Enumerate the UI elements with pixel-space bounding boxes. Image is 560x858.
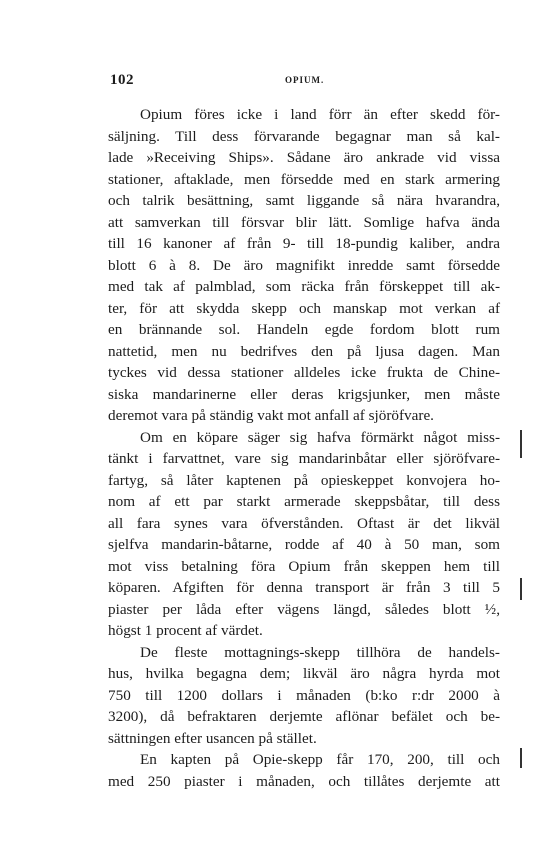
text-body xyxy=(108,104,500,792)
text-line: tyckes vid dessa stationer alldeles icke frukta de Chine- xyxy=(108,364,500,381)
text-line: deremot vara på ständig vakt mot anfall af sjöröfvare. xyxy=(108,407,434,424)
page-header xyxy=(110,72,500,92)
text-line: siska mandarinerne eller deras krigsjunker, men måste xyxy=(108,385,500,403)
text-line: En kapten på Opie-skepp får 170, 200, till och xyxy=(140,751,500,768)
text-line: säljning. Till dess förvarande begagnar man så kal- xyxy=(108,127,500,145)
text-line: till 16 kanoner af från 9- till 18-pundig kaliber, andra xyxy=(108,235,500,252)
text-line: piaster per låda efter vägens längd, således blott ½, xyxy=(108,600,500,618)
text-line: med tak af palmblad, som räcka från förskeppet till ak- xyxy=(108,278,500,295)
text-line: med 250 piaster i månaden, och tillåtes derjemte att xyxy=(108,772,500,790)
text-line: mot viss betalning föra Opium från skeppen hem till xyxy=(108,557,500,575)
text-line: och talrik besättning, samt liggande så nära hvarandra, xyxy=(108,192,500,209)
text-line: fartyg, så låter kaptenen på opieskeppet konvojera ho- xyxy=(108,471,500,489)
text-line: De fleste mottagnings-skepp tillhöra de handels- xyxy=(140,643,500,661)
text-line: tänkt i farvattnet, vare sig mandarinbåtar eller sjöröfvare- xyxy=(108,450,500,467)
text-line: högst 1 procent af värdet. xyxy=(108,622,263,639)
text-line: Om en köpare säger sig hafva förmärkt något miss- xyxy=(140,428,500,446)
running-head: OPIUM. xyxy=(285,75,325,85)
text-line: sättningen efter usancen på stället. xyxy=(108,729,317,747)
text-line: köparen. Afgiften för denna transport är från 3 till 5 xyxy=(108,579,500,596)
text-line: blott 6 à 8. De äro magnifikt inredde samt försedde xyxy=(108,256,500,274)
text-line: nattetid, men nu bedrifves den på ljusa dagen. Man xyxy=(108,342,500,360)
text-line: Opium föres icke i land förr än efter skedd för- xyxy=(140,106,500,123)
text-line: hus, hvilka begagna dem; likväl äro några hyrda mot xyxy=(108,665,500,682)
text-line: ter, för att skydda skepp och manskap mot verkan af xyxy=(108,299,500,317)
text-line: nom af ett par starkt armerade skeppsbåtar, till dess xyxy=(108,493,500,510)
text-line: att samverkan till försvar blir lätt. Somlige hafva ända xyxy=(108,213,500,231)
text-line: stationer, aftaklade, men försedde med en stark armering xyxy=(108,170,500,188)
text-line: lade »Receiving Ships». Sådane äro ankrade vid vissa xyxy=(108,149,500,166)
text-line: 750 till 1200 dollars i månaden (b:ko r:dr 2000 à xyxy=(108,686,500,704)
text-line: en brännande sol. Handeln egde fordom blott rum xyxy=(108,321,500,338)
margin-mark xyxy=(520,578,522,600)
text-line: 3200), då befraktaren derjemte aflönar befälet och be- xyxy=(108,708,500,725)
text-line: all fara synes vara öfverstånden. Oftast är det likväl xyxy=(108,514,500,532)
margin-mark xyxy=(520,748,522,768)
text-line: sjelfva mandarin-båtarne, rodde af 40 à 50 man, som xyxy=(108,536,500,553)
margin-mark xyxy=(520,430,522,458)
page-number: 102 xyxy=(110,72,134,88)
